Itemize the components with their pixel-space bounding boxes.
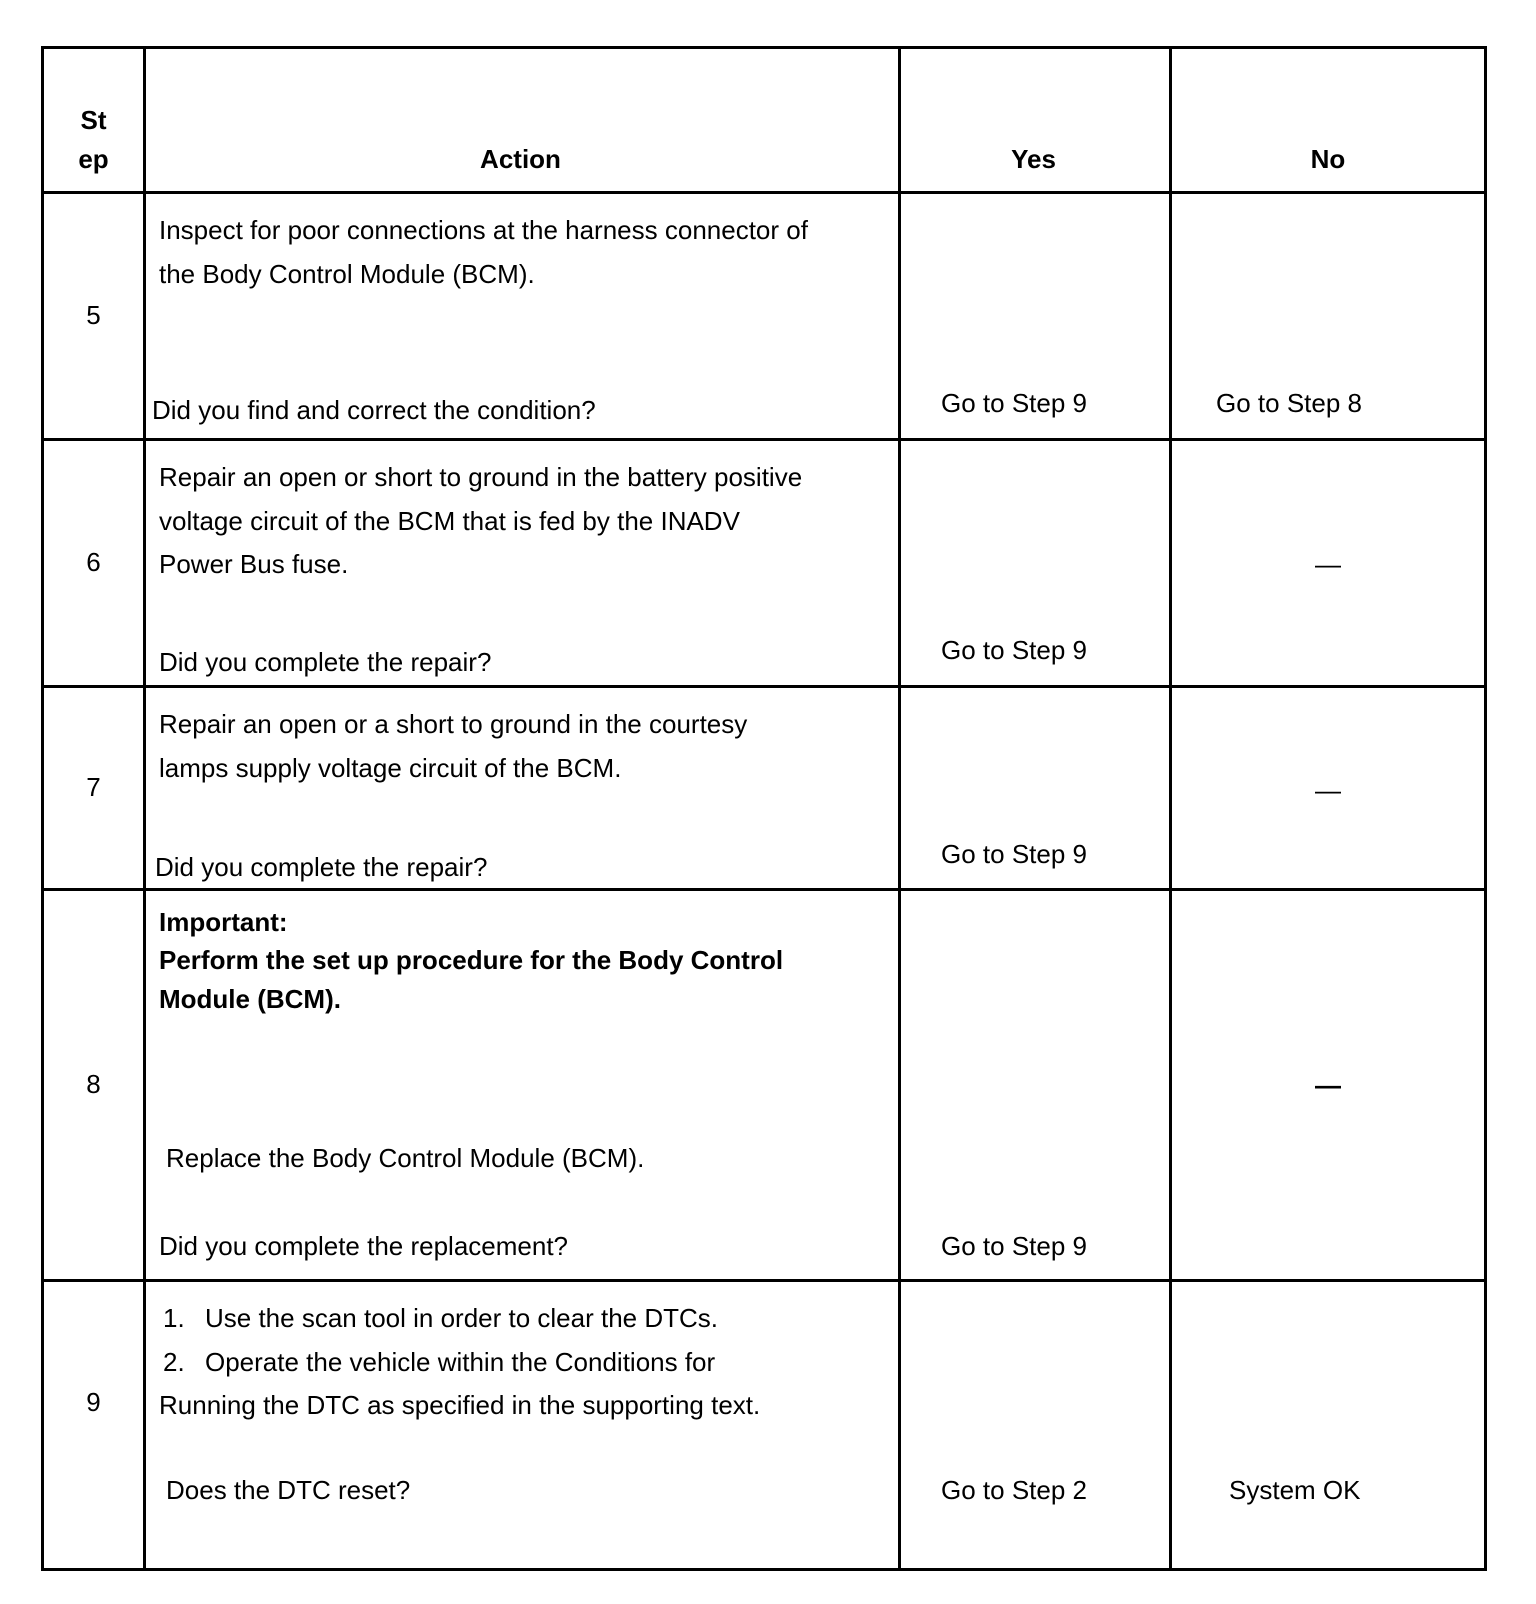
important-text: Perform the set up procedure for the Body Control: [159, 945, 784, 975]
action-text: the Body Control Module (BCM).: [159, 259, 535, 289]
row-divider: [44, 685, 1484, 688]
list-continuation: Running the DTC as specified in the supporting text.: [159, 1390, 761, 1420]
step-number: 7: [86, 772, 101, 802]
header-action: Action: [480, 144, 561, 174]
step-number: 5: [86, 300, 101, 330]
list-number: 2.: [163, 1347, 185, 1377]
step-number: 8: [86, 1069, 101, 1099]
header-yes: Yes: [1011, 144, 1056, 174]
header-step-line1: St: [80, 105, 107, 135]
action-text: Replace the Body Control Module (BCM).: [166, 1143, 645, 1173]
important-text: Module (BCM).: [159, 984, 341, 1014]
no-result: System OK: [1229, 1475, 1361, 1505]
question-text: Did you complete the repair?: [159, 647, 492, 677]
action-text: lamps supply voltage circuit of the BCM.: [159, 753, 622, 783]
action-text: voltage circuit of the BCM that is fed by the INADV: [159, 506, 740, 536]
no-result-dash: —: [1315, 1070, 1341, 1100]
list-item: Use the scan tool in order to clear the DTCs.: [205, 1303, 719, 1333]
row-divider: [44, 191, 1484, 194]
list-number: 1.: [163, 1303, 185, 1333]
no-result-dash: —: [1315, 775, 1341, 805]
action-text: Repair an open or a short to ground in the courtesy: [159, 709, 748, 739]
action-text: Power Bus fuse.: [159, 549, 349, 579]
list-item: Operate the vehicle within the Conditions for: [205, 1347, 716, 1377]
row-divider: [44, 1279, 1484, 1282]
yes-result: Go to Step 9: [941, 635, 1087, 665]
step-number: 9: [86, 1387, 101, 1417]
header-step-line2: ep: [78, 144, 109, 174]
no-result: Go to Step 8: [1216, 388, 1362, 418]
question-text: Did you complete the repair?: [155, 852, 488, 882]
action-text: Inspect for poor connections at the harness connector of: [159, 215, 808, 245]
row-divider: [44, 438, 1484, 441]
step-number: 6: [86, 547, 101, 577]
yes-result: Go to Step 9: [941, 1231, 1087, 1261]
yes-result: Go to Step 2: [941, 1475, 1087, 1505]
action-text: Repair an open or short to ground in the battery positive: [159, 462, 803, 492]
yes-result: Go to Step 9: [941, 388, 1087, 418]
question-text: Did you complete the replacement?: [159, 1231, 569, 1261]
important-label: Important:: [159, 907, 288, 937]
no-result-dash: —: [1315, 549, 1341, 579]
question-text: Did you find and correct the condition?: [152, 395, 596, 425]
question-text: Does the DTC reset?: [166, 1475, 411, 1505]
diagnostic-table: [41, 46, 1487, 1571]
column-divider: [898, 49, 901, 1568]
header-no: No: [1310, 144, 1346, 174]
column-divider: [143, 49, 146, 1568]
yes-result: Go to Step 9: [941, 839, 1087, 869]
